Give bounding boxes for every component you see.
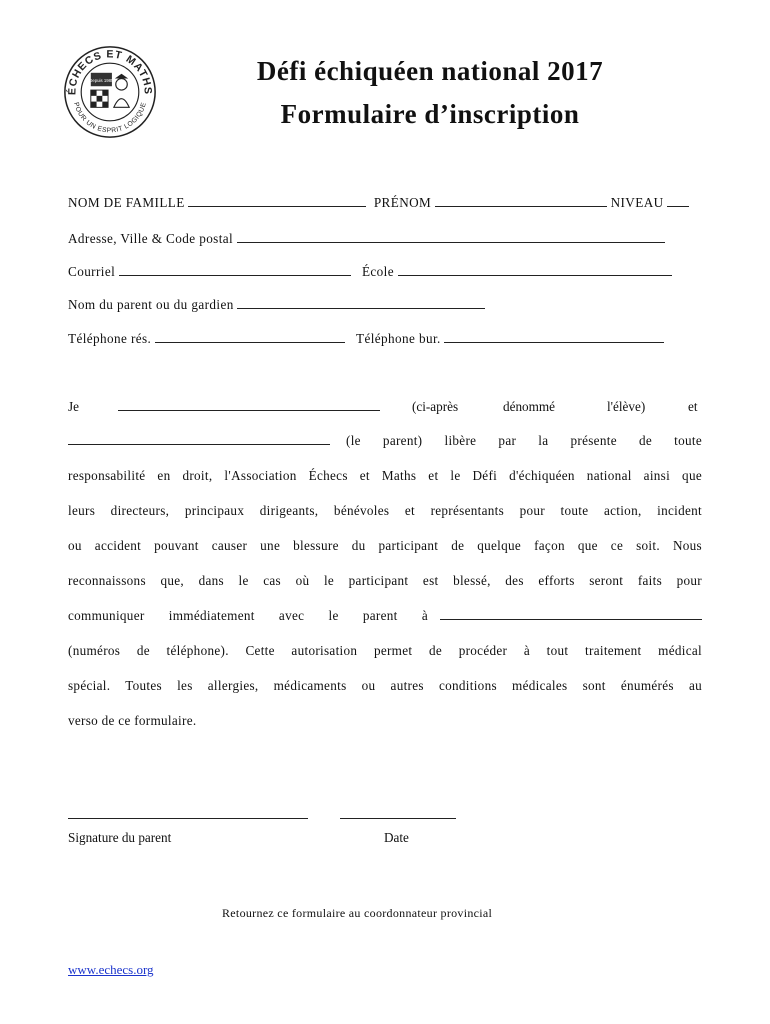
echecs-et-maths-logo [62, 44, 158, 140]
prenom-blank[interactable] [435, 195, 607, 207]
phone-numbers-blank[interactable] [440, 608, 702, 620]
student-name-blank[interactable] [118, 399, 380, 411]
tel-bur-blank[interactable] [444, 331, 664, 343]
para-line-10: verso de ce formulaire. [68, 713, 197, 728]
logo-ring-bottom: POUR UN ESPRIT LOGIQUE [72, 101, 148, 135]
para-line-2: (le parent) libère par la présente de toute [346, 433, 702, 448]
signature-line[interactable] [68, 818, 308, 819]
form-title: Défi échiquéen national 2017 [256, 56, 604, 86]
eleve-text: l'élève) [607, 399, 646, 414]
row-email [68, 264, 672, 280]
tel-bur-label: Téléphone bur. [356, 331, 441, 346]
para-line-4: leurs directeurs, principaux dirigeants, bénévoles et représentants pour toute action, incident [68, 503, 702, 518]
adresse-blank[interactable] [237, 231, 665, 243]
signature-label: Signature du parent [68, 830, 172, 845]
parent-blank[interactable] [237, 297, 485, 309]
adresse-label: Adresse, Ville & Code postal [68, 231, 234, 246]
ecole-label: École [361, 264, 394, 279]
niveau-label: NIVEAU [610, 195, 664, 210]
parent-label: Nom du parent ou du gardien [68, 297, 234, 312]
courriel-label: Courriel [68, 264, 116, 279]
svg-text:ÉCHECS ET MATHS [65, 48, 153, 95]
para-line-7: communiquer immédiatement avec le parent à [68, 608, 428, 623]
prenom-label: PRÉNOM [373, 195, 432, 210]
para-line-8: (numéros de téléphone). Cette autorisation permet de procéder à tout traitement médical [68, 643, 702, 658]
return-instructions: Retournez ce formulaire au coordonnateur provincial [222, 906, 493, 920]
nom-label: NOM DE FAMILLE [68, 195, 185, 210]
ecole-blank[interactable] [398, 264, 672, 276]
et-text: et [688, 399, 698, 414]
para-line-3: responsabilité en droit, l'Association Échecs et Maths et le Défi d'échiquéen national ainsi que [68, 468, 702, 483]
nom-blank[interactable] [188, 195, 366, 207]
para-line-9: spécial. Toutes les allergies, médicaments ou autres conditions médicales sont énumérés au [68, 678, 702, 693]
parent-name-blank[interactable] [68, 433, 330, 445]
row-name [68, 195, 689, 211]
logo-inner-text: Depuis 1985 [89, 77, 114, 83]
ci-apres-text: (ci-après [412, 399, 459, 414]
tel-res-label: Téléphone rés. [68, 331, 152, 346]
form-subtitle: Formulaire d’inscription [280, 99, 580, 129]
row-address [68, 231, 665, 247]
row-parent [68, 297, 485, 313]
denomme-text: dénommé [503, 399, 556, 414]
website-link[interactable]: www.echecs.org [68, 962, 154, 977]
je-text: Je [68, 399, 79, 414]
logo-ring-top: ÉCHECS ET MATHS [66, 48, 154, 96]
courriel-blank[interactable] [119, 264, 351, 276]
niveau-blank[interactable] [667, 195, 689, 207]
date-label: Date [384, 830, 409, 845]
date-line[interactable] [340, 818, 456, 819]
tel-res-blank[interactable] [155, 331, 345, 343]
row-phones [68, 331, 664, 347]
para-line-6: reconnaissons que, dans le cas où le participant est blessé, des efforts seront faits pour [68, 573, 702, 588]
para-line-5: ou accident pouvant causer une blessure du participant de quelque façon que ce soit. Nous [68, 538, 702, 553]
